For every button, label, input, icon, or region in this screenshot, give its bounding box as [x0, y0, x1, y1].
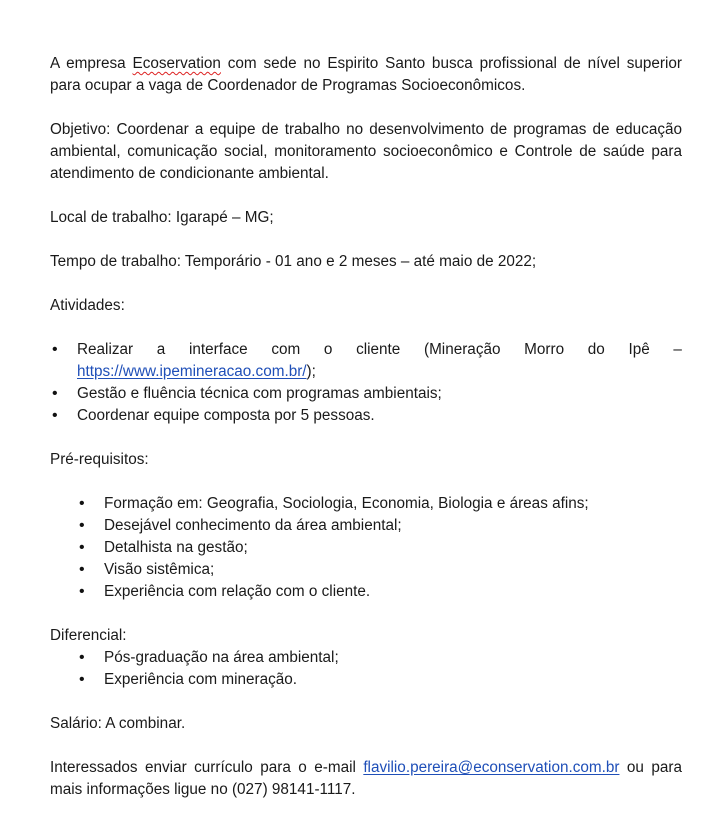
prerequisites-list: [50, 493, 682, 603]
list-item: • Formação em: Geografia, Sociologia, Economia, Biologia e áreas afins;: [104, 493, 682, 515]
list-item: • Visão sistêmica;: [104, 559, 682, 581]
list-item: • Experiência com mineração.: [104, 669, 682, 691]
intro-paragraph: [50, 53, 682, 97]
company-website-link[interactable]: https://www.ipemineracao.com.br/: [77, 363, 307, 380]
list-item: • Realizar a interface com o cliente (Mineração Morro do Ipê – https://www.ipemineracao.com.br/);: [77, 339, 682, 383]
company-name: Ecoservation: [132, 55, 221, 72]
list-item: • Gestão e fluência técnica com programas ambientais;: [77, 383, 682, 405]
job-posting: [50, 53, 682, 801]
intro-text-start: A empresa: [50, 55, 133, 72]
salary: Salário: A combinar.: [50, 715, 186, 732]
differential-heading: Diferencial:: [50, 627, 127, 644]
list-item: • Desejável conhecimento da área ambiental;: [104, 515, 682, 537]
list-item: • Detalhista na gestão;: [104, 537, 682, 559]
list-item: • Experiência com relação com o cliente.: [104, 581, 682, 603]
activities-list: [50, 339, 682, 427]
work-location: Local de trabalho: Igarapé – MG;: [50, 209, 274, 226]
differential-list: [50, 647, 682, 691]
prerequisites-heading: Pré-requisitos:: [50, 451, 149, 468]
email-link[interactable]: flavilio.pereira@econservation.com.br: [363, 759, 620, 776]
contact-paragraph: Interessados enviar currículo para o e-mail flavilio.pereira@econservation.com.br ou para mais informações ligue no (027) 98141-1117.: [50, 759, 682, 798]
work-duration: Tempo de trabalho: Temporário - 01 ano e 2 meses – até maio de 2022;: [50, 253, 537, 270]
activity-client-interface-line: • Realizar a interface com o cliente (Mineração Morro do Ipê –: [77, 341, 682, 358]
objective-paragraph: Objetivo: Coordenar a equipe de trabalho no desenvolvimento de programas de educação ambiental, comunicação social, monitoramento socioeconômico e Controle de saúde para atendimento de condicionante ambiental.: [50, 121, 682, 182]
list-item: • Pós-graduação na área ambiental;: [104, 647, 682, 669]
intro-text-end: com sede no Espirito Santo busca profissional de nível superior para ocupar a vaga de Coordenador de Programas Socioeconômicos.: [50, 55, 682, 94]
activities-heading: Atividades:: [50, 297, 125, 314]
list-item: • Coordenar equipe composta por 5 pessoas.: [77, 405, 682, 427]
